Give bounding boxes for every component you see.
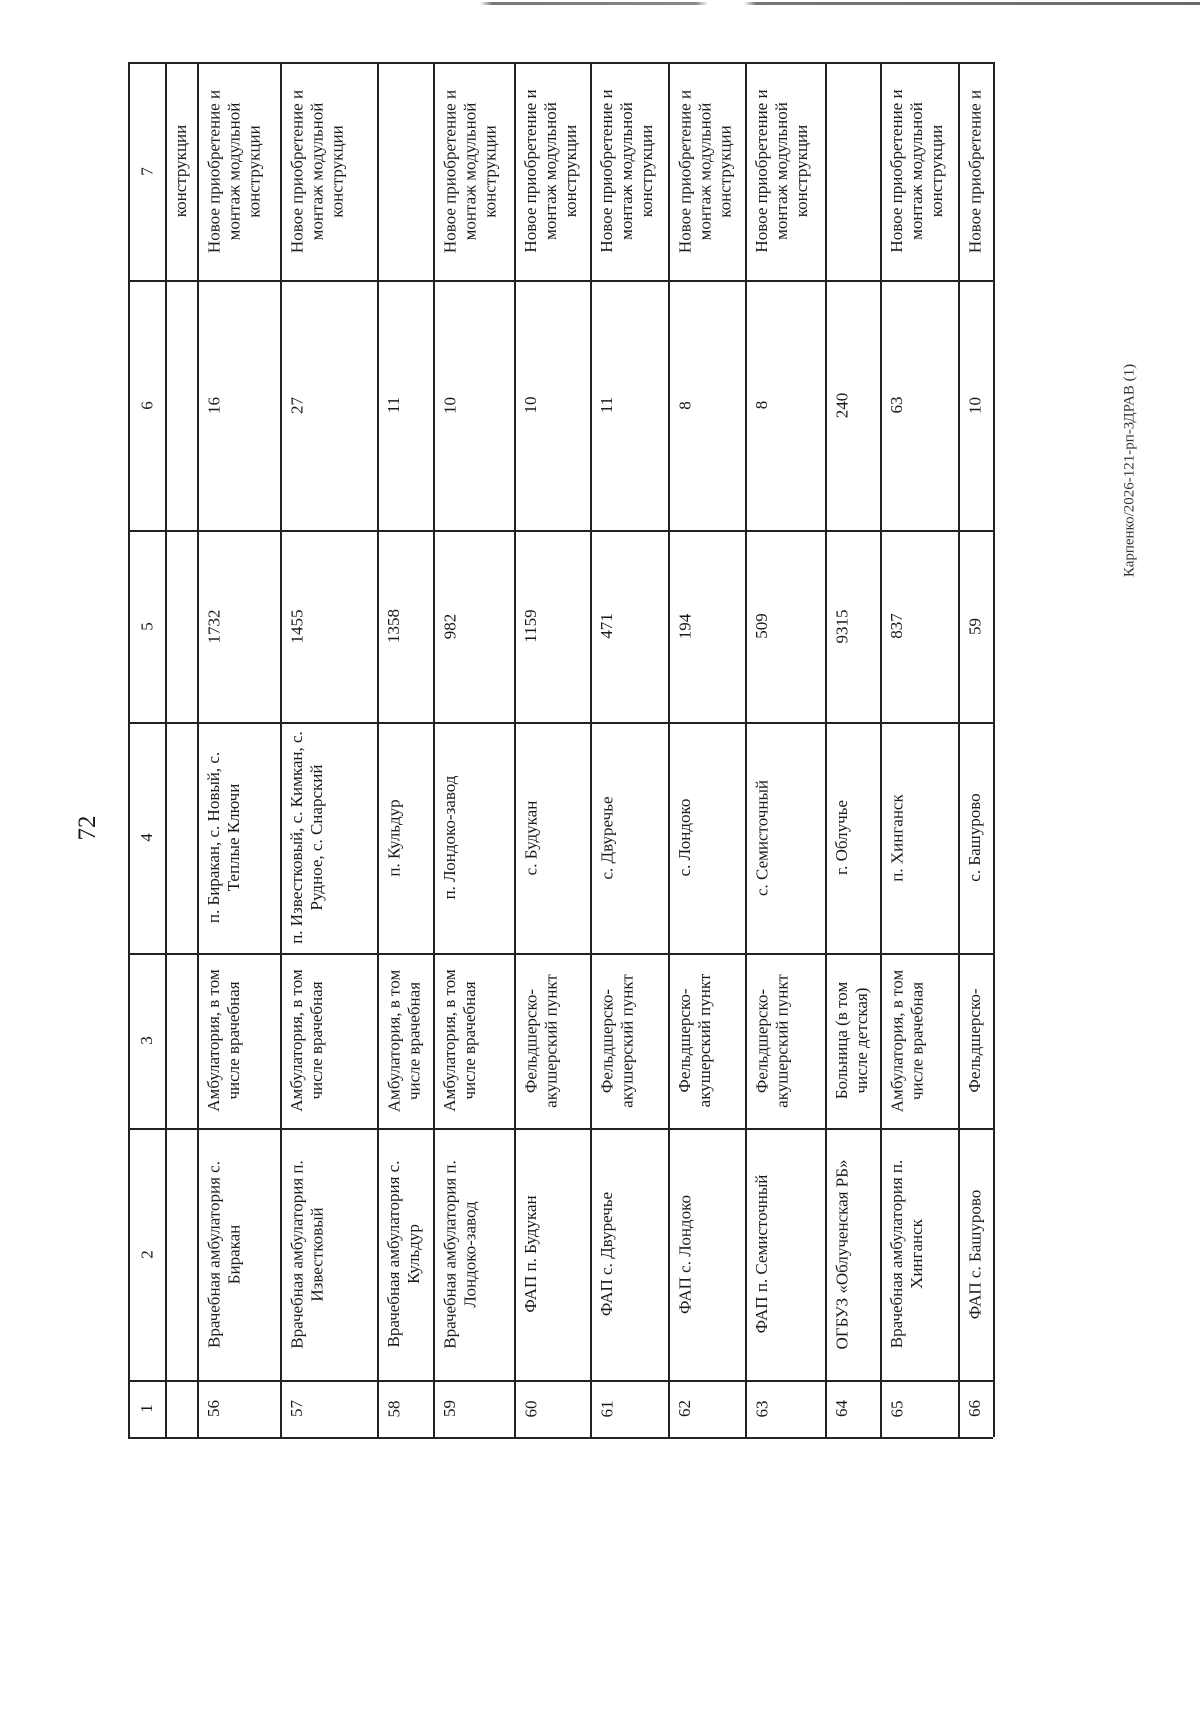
facility-type: Фельдшерско- — [965, 988, 984, 1093]
settlements: п. Хинганск — [887, 793, 906, 882]
note: Новое приобретение и монтаж модульной конструкции — [204, 89, 263, 253]
population: 1159 — [521, 609, 540, 643]
row-border — [825, 62, 827, 1437]
row-number: 66 — [965, 1400, 984, 1417]
capacity: 8 — [675, 400, 694, 410]
population: 9315 — [832, 609, 851, 643]
population: 837 — [887, 613, 906, 639]
header-number-1: 1 — [136, 1404, 156, 1413]
row-border — [165, 62, 167, 1437]
population: 509 — [752, 613, 771, 639]
header-number-4: 4 — [136, 833, 156, 842]
facility-type: Больница (в том числе детская) — [832, 981, 871, 1100]
note: Новое приобретение и монтаж модульной конструкции — [440, 89, 499, 253]
column-border — [128, 530, 993, 532]
row-number: 59 — [440, 1400, 459, 1417]
row-border — [668, 62, 670, 1437]
population: 194 — [675, 613, 694, 639]
capacity: 16 — [204, 396, 223, 414]
header-number-6: 6 — [136, 400, 156, 410]
population: 1358 — [384, 609, 403, 643]
row-number: 56 — [204, 1400, 223, 1417]
row-number: 65 — [887, 1400, 906, 1417]
facility-name: ФАП с. Двуречье — [597, 1191, 616, 1317]
column-border — [128, 953, 993, 955]
row-number: 62 — [675, 1400, 694, 1417]
facility-type: Амбулатория, в том числе врачебная — [384, 969, 423, 1112]
row-border — [590, 62, 592, 1437]
settlements: с. Двуречье — [597, 795, 616, 880]
row-border — [745, 62, 747, 1437]
capacity: 11 — [597, 396, 616, 414]
facility-name: ФАП п. Будукан — [521, 1195, 540, 1313]
facility-type: Амбулатория, в том числе врачебная — [440, 969, 479, 1112]
row-border — [128, 62, 130, 1437]
population: 471 — [597, 613, 616, 639]
facility-name: ОГБУЗ «Облученская РБ» — [832, 1159, 851, 1349]
header-number-7: 7 — [136, 166, 156, 176]
row-number: 64 — [832, 1400, 851, 1417]
settlements: г. Облучье — [832, 800, 851, 875]
settlements: п. Биракан, с. Новый, с. Теплые Ключи — [204, 751, 243, 924]
settlements: п. Лондоко-завод — [440, 775, 459, 900]
header-number-5: 5 — [136, 621, 156, 631]
capacity: 240 — [832, 392, 851, 418]
row-number: 58 — [384, 1400, 403, 1417]
row-number: 57 — [287, 1400, 306, 1417]
facility-name: Врачебная амбулатория с. Кульдур — [384, 1160, 423, 1348]
capacity: 63 — [887, 396, 906, 414]
settlements: с. Башурово — [965, 793, 984, 882]
row-border — [993, 62, 995, 1437]
row-number: 61 — [597, 1400, 616, 1417]
capacity: 8 — [752, 400, 771, 410]
settlements: с. Лондоко — [675, 798, 694, 877]
population: 1455 — [287, 609, 306, 643]
facility-name: ФАП с. Башурово — [965, 1189, 984, 1319]
facility-name: ФАП с. Лондоко — [675, 1194, 694, 1314]
note: Новое приобретение и монтаж модульной конструкции — [521, 89, 580, 253]
header-number-3: 3 — [136, 1036, 156, 1045]
note: Новое приобретение и монтаж модульной конструкции — [287, 89, 346, 253]
row-border — [433, 62, 435, 1437]
capacity: 27 — [287, 396, 306, 414]
row-number: 60 — [521, 1400, 540, 1417]
column-border — [128, 1380, 993, 1382]
scan-edge-line — [0, 2, 1200, 5]
column-border — [128, 280, 993, 282]
row-border — [880, 62, 882, 1437]
column-border — [128, 722, 993, 724]
capacity: 10 — [965, 396, 984, 414]
note: Новое приобретение и — [965, 89, 984, 253]
header-number-2: 2 — [136, 1249, 156, 1259]
facility-type: Фельдшерско-акушерский пункт — [521, 973, 560, 1108]
page-number: 72 — [74, 815, 101, 841]
row-border — [197, 62, 199, 1437]
capacity: 10 — [521, 396, 540, 414]
continuation-note: конструкции — [171, 124, 190, 218]
row-border — [280, 62, 282, 1437]
document-reference-text: Карпенко/2026-121-рп-ЗДРАВ (1) — [1121, 363, 1138, 578]
capacity: 10 — [440, 396, 459, 414]
facility-type: Амбулатория, в том числе врачебная — [287, 969, 326, 1112]
settlements: п. Кульдур — [384, 798, 403, 877]
column-border — [128, 1437, 993, 1439]
row-border — [958, 62, 960, 1437]
facility-name: Врачебная амбулатория п. Лондоко-завод — [440, 1159, 479, 1349]
facility-name: Врачебная амбулатория п. Известковый — [287, 1159, 326, 1349]
population: 1732 — [204, 609, 223, 643]
note: Новое приобретение и монтаж модульной конструкции — [597, 89, 656, 253]
population: 982 — [440, 613, 459, 639]
facility-type: Фельдшерско-акушерский пункт — [752, 973, 791, 1108]
note: Новое приобретение и монтаж модульной конструкции — [675, 89, 734, 253]
note: Новое приобретение и монтаж модульной конструкции — [752, 89, 811, 253]
column-border — [128, 62, 993, 64]
row-border — [514, 62, 516, 1437]
note: Новое приобретение и монтаж модульной конструкции — [887, 89, 946, 253]
settlements: с. Будукан — [521, 800, 540, 875]
column-border — [128, 1128, 993, 1130]
facility-type: Фельдшерско-акушерский пункт — [675, 973, 714, 1108]
capacity: 11 — [384, 396, 403, 414]
facility-name: Врачебная амбулатория с. Биракан — [204, 1160, 243, 1348]
population: 59 — [965, 617, 984, 635]
facility-type: Амбулатория, в том числе врачебная — [204, 969, 243, 1112]
row-number: 63 — [752, 1400, 771, 1417]
row-border — [377, 62, 379, 1437]
facility-type: Амбулатория, в том числе врачебная — [887, 969, 926, 1112]
facility-type: Фельдшерско-акушерский пункт — [597, 973, 636, 1108]
settlements: с. Семисточный — [752, 779, 771, 896]
settlements: п. Известковый, с. Кимкан, с. Рудное, с. Снарский — [287, 731, 326, 944]
facility-name: ФАП п. Семисточный — [752, 1174, 771, 1334]
facility-name: Врачебная амбулатория п. Хинганск — [887, 1159, 926, 1349]
